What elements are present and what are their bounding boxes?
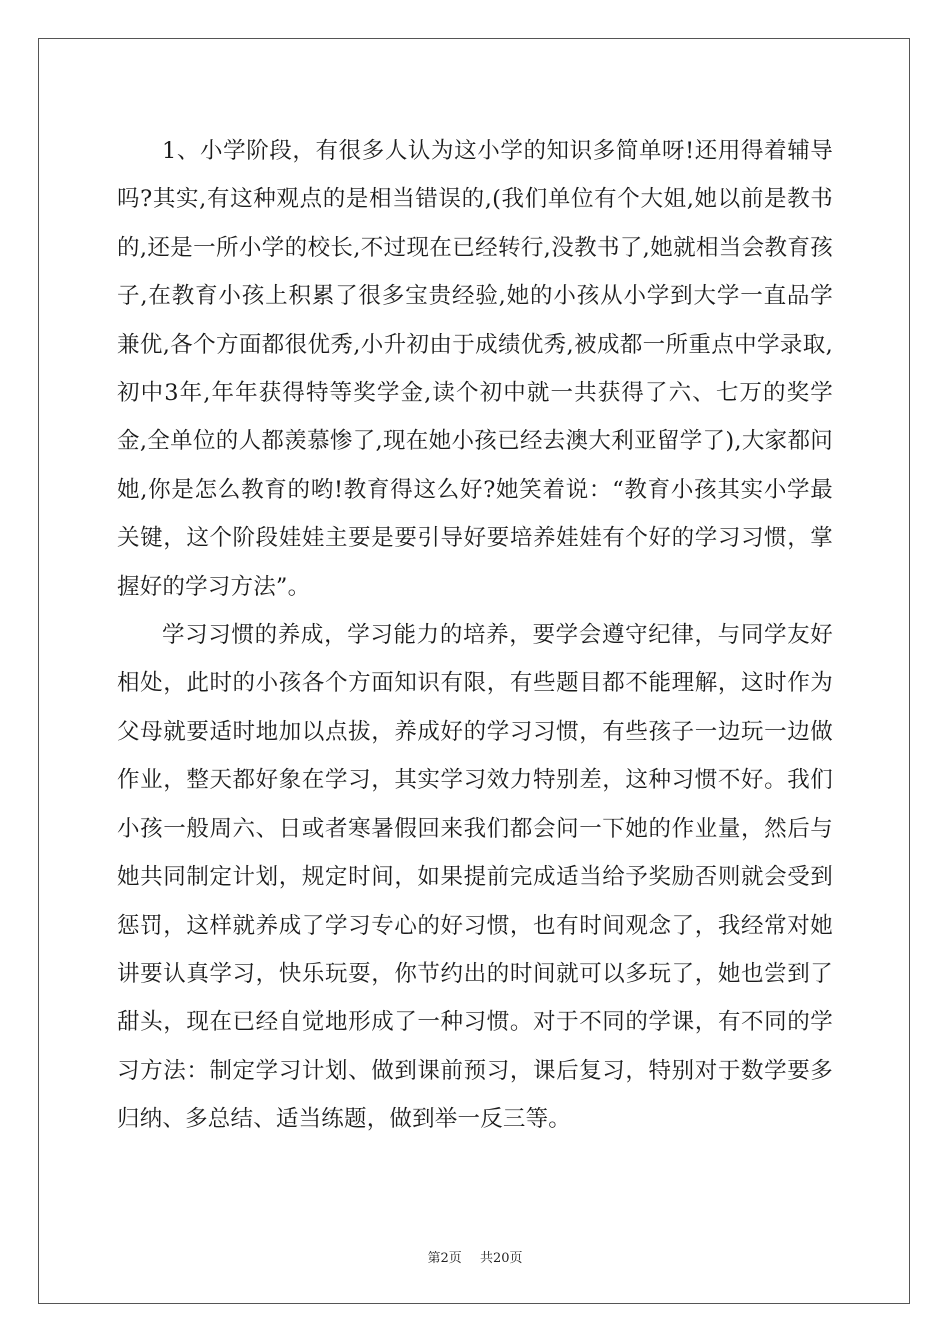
page-footer: [0, 1247, 950, 1266]
paragraph: 学习习惯的养成，学习能力的培养，要学会遵守纪律，与同学友好相处，此时的小孩各个方面知识有限，有些题目都不能理解，这时作为父母就要适时地加以点拔，养成好的学习习惯，有些孩子一边玩一边做作业，整天都好象在学习，其实学习效力特别差，这种习惯不好。我们小孩一般周六、日或者寒暑假回来我们都会问一下她的作业量，然后与她共同制定计划，规定时间，如果提前完成适当给予奖励否则就会受到惩罚，这样就养成了学习专心的好习惯，也有时间观念了，我经常对她讲要认真学习，快乐玩耍，你节约出的时间就可以多玩了，她也尝到了甜头，现在已经自觉地形成了一种习惯。对于不同的学课，有不同的学习方法：制定学习计划、做到课前预习，课后复习，特别对于数学要多归纳、多总结、适当练题，做到举一反三等。: [117, 622, 833, 1133]
page-number-total: 共20页: [479, 1251, 523, 1266]
document-body: [117, 127, 833, 1144]
page-number-current: 第2页: [427, 1251, 462, 1266]
paragraph: 1、小学阶段，有很多人认为这小学的知识多简单呀!还用得着辅导吗?其实,有这种观点的是相当错误的,(我们单位有个大姐,她以前是教书的,还是一所小学的校长,不过现在已经转行,没教书了,她就相当会教育孩子,在教育小孩上积累了很多宝贵经验,她的小孩从小学到大学一直品学兼优,各个方面都很优秀,小升初由于成绩优秀,被成都一所重点中学录取,初中3年,年年获得特等奖学金,读个初中就一共获得了六、七万的奖学金,全单位的人都羡慕惨了,现在她小孩已经去澳大利亚留学了),大家都问她,你是怎么教育的哟!教育得这么好?她笑着说：“教育小孩其实小学最关键，这个阶段娃娃主要是要引导好要培养娃娃有个好的学习习惯，掌握好的学习方法”。: [117, 138, 833, 600]
